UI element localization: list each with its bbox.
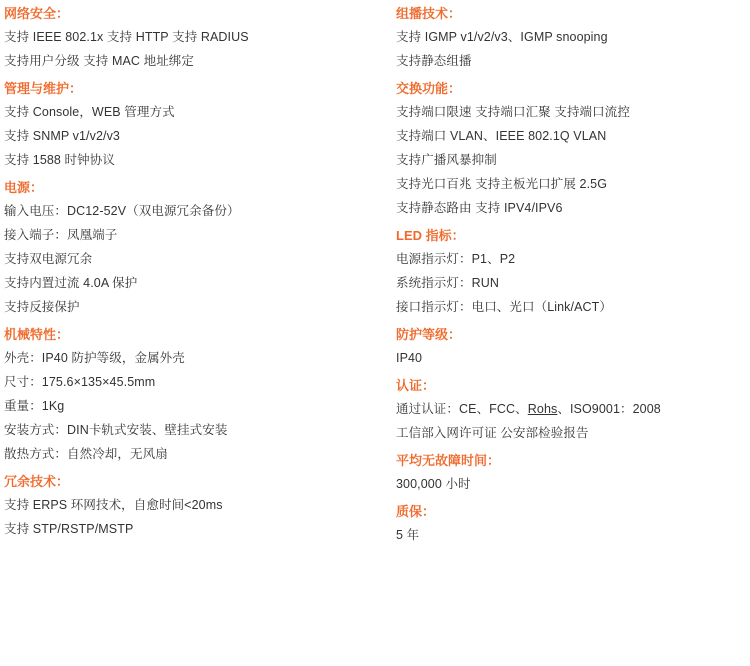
right-column bbox=[396, 0, 750, 549]
spec-section bbox=[4, 321, 394, 466]
spec-section bbox=[4, 174, 394, 319]
section-title: 组播技术： bbox=[396, 6, 462, 21]
section-line: 支持用户分级 支持 MAC 地址绑定 bbox=[4, 54, 194, 68]
section-line: 安装方式：DIN卡轨式安装、壁挂式安装 bbox=[4, 423, 228, 437]
section-title: 认证： bbox=[396, 378, 436, 393]
section-line: 工信部入网许可证 公安部检验报告 bbox=[396, 426, 589, 440]
section-line: 支持 IEEE 802.1x 支持 HTTP 支持 RADIUS bbox=[4, 30, 249, 44]
spec-section bbox=[4, 0, 394, 73]
section-line: 支持静态路由 支持 IPV4/IPV6 bbox=[396, 201, 563, 215]
left-column bbox=[4, 0, 394, 543]
section-line: 支持广播风暴抑制 bbox=[396, 153, 497, 167]
section-title: LED 指标： bbox=[396, 228, 465, 243]
section-line: IP40 bbox=[396, 351, 423, 365]
spec-section bbox=[396, 447, 750, 496]
section-line: 尺寸：175.6×135×45.5mm bbox=[4, 375, 156, 389]
section-line: 支持端口限速 支持端口汇聚 支持端口流控 bbox=[396, 105, 630, 119]
section-line: 外壳：IP40 防护等级，金属外壳 bbox=[4, 351, 185, 365]
section-line: 支持双电源冗余 bbox=[4, 252, 93, 266]
section-title: 平均无故障时间： bbox=[396, 453, 501, 468]
section-title: 网络安全： bbox=[4, 6, 70, 21]
section-title: 防护等级： bbox=[396, 327, 462, 342]
section-line: 支持 ERPS 环网技术，自愈时间<20ms bbox=[4, 498, 223, 512]
section-title: 质保： bbox=[396, 504, 436, 519]
section-line: 系统指示灯：RUN bbox=[396, 276, 499, 290]
section-line: 支持 Console，WEB 管理方式 bbox=[4, 105, 175, 119]
section-title: 冗余技术： bbox=[4, 474, 70, 489]
spec-section bbox=[396, 0, 750, 73]
section-line: 支持端口 VLAN、IEEE 802.1Q VLAN bbox=[396, 129, 607, 143]
section-line: 支持 SNMP v1/v2/v3 bbox=[4, 129, 120, 143]
section-line: 支持静态组播 bbox=[396, 54, 472, 68]
spec-section bbox=[396, 222, 750, 319]
section-line: 支持 STP/RSTP/MSTP bbox=[4, 522, 134, 536]
section-line: 散热方式：自然冷却，无风扇 bbox=[4, 447, 168, 461]
spec-section bbox=[396, 372, 750, 445]
section-line: 接入端子：凤凰端子 bbox=[4, 228, 118, 242]
spec-section bbox=[396, 75, 750, 220]
section-title: 管理与维护： bbox=[4, 81, 83, 96]
section-line: 支持光口百兆 支持主板光口扩展 2.5G bbox=[396, 177, 608, 191]
spec-section bbox=[396, 498, 750, 547]
spec-section bbox=[4, 468, 394, 541]
section-title: 交换功能： bbox=[396, 81, 462, 96]
section-line: 重量：1Kg bbox=[4, 399, 65, 413]
section-line: 支持反接保护 bbox=[4, 300, 80, 314]
section-line: 300,000 小时 bbox=[396, 477, 471, 491]
section-line: 电源指示灯：P1、P2 bbox=[396, 252, 516, 266]
section-title: 电源： bbox=[4, 180, 44, 195]
section-line: 支持 1588 时钟协议 bbox=[4, 153, 115, 167]
section-line: 输入电压：DC12-52V（双电源冗余备份） bbox=[4, 204, 240, 218]
section-line: 通过认证：CE、FCC、Rohs、ISO9001：2008 bbox=[396, 402, 661, 416]
section-line: 支持内置过流 4.0A 保护 bbox=[4, 276, 138, 290]
spec-section bbox=[4, 75, 394, 172]
section-title: 机械特性： bbox=[4, 327, 70, 342]
spec-section bbox=[396, 321, 750, 370]
section-line: 支持 IGMP v1/v2/v3、IGMP snooping bbox=[396, 30, 608, 44]
section-line: 接口指示灯：电口、光口（Link/ACT） bbox=[396, 300, 613, 314]
section-line: 5 年 bbox=[396, 528, 420, 542]
